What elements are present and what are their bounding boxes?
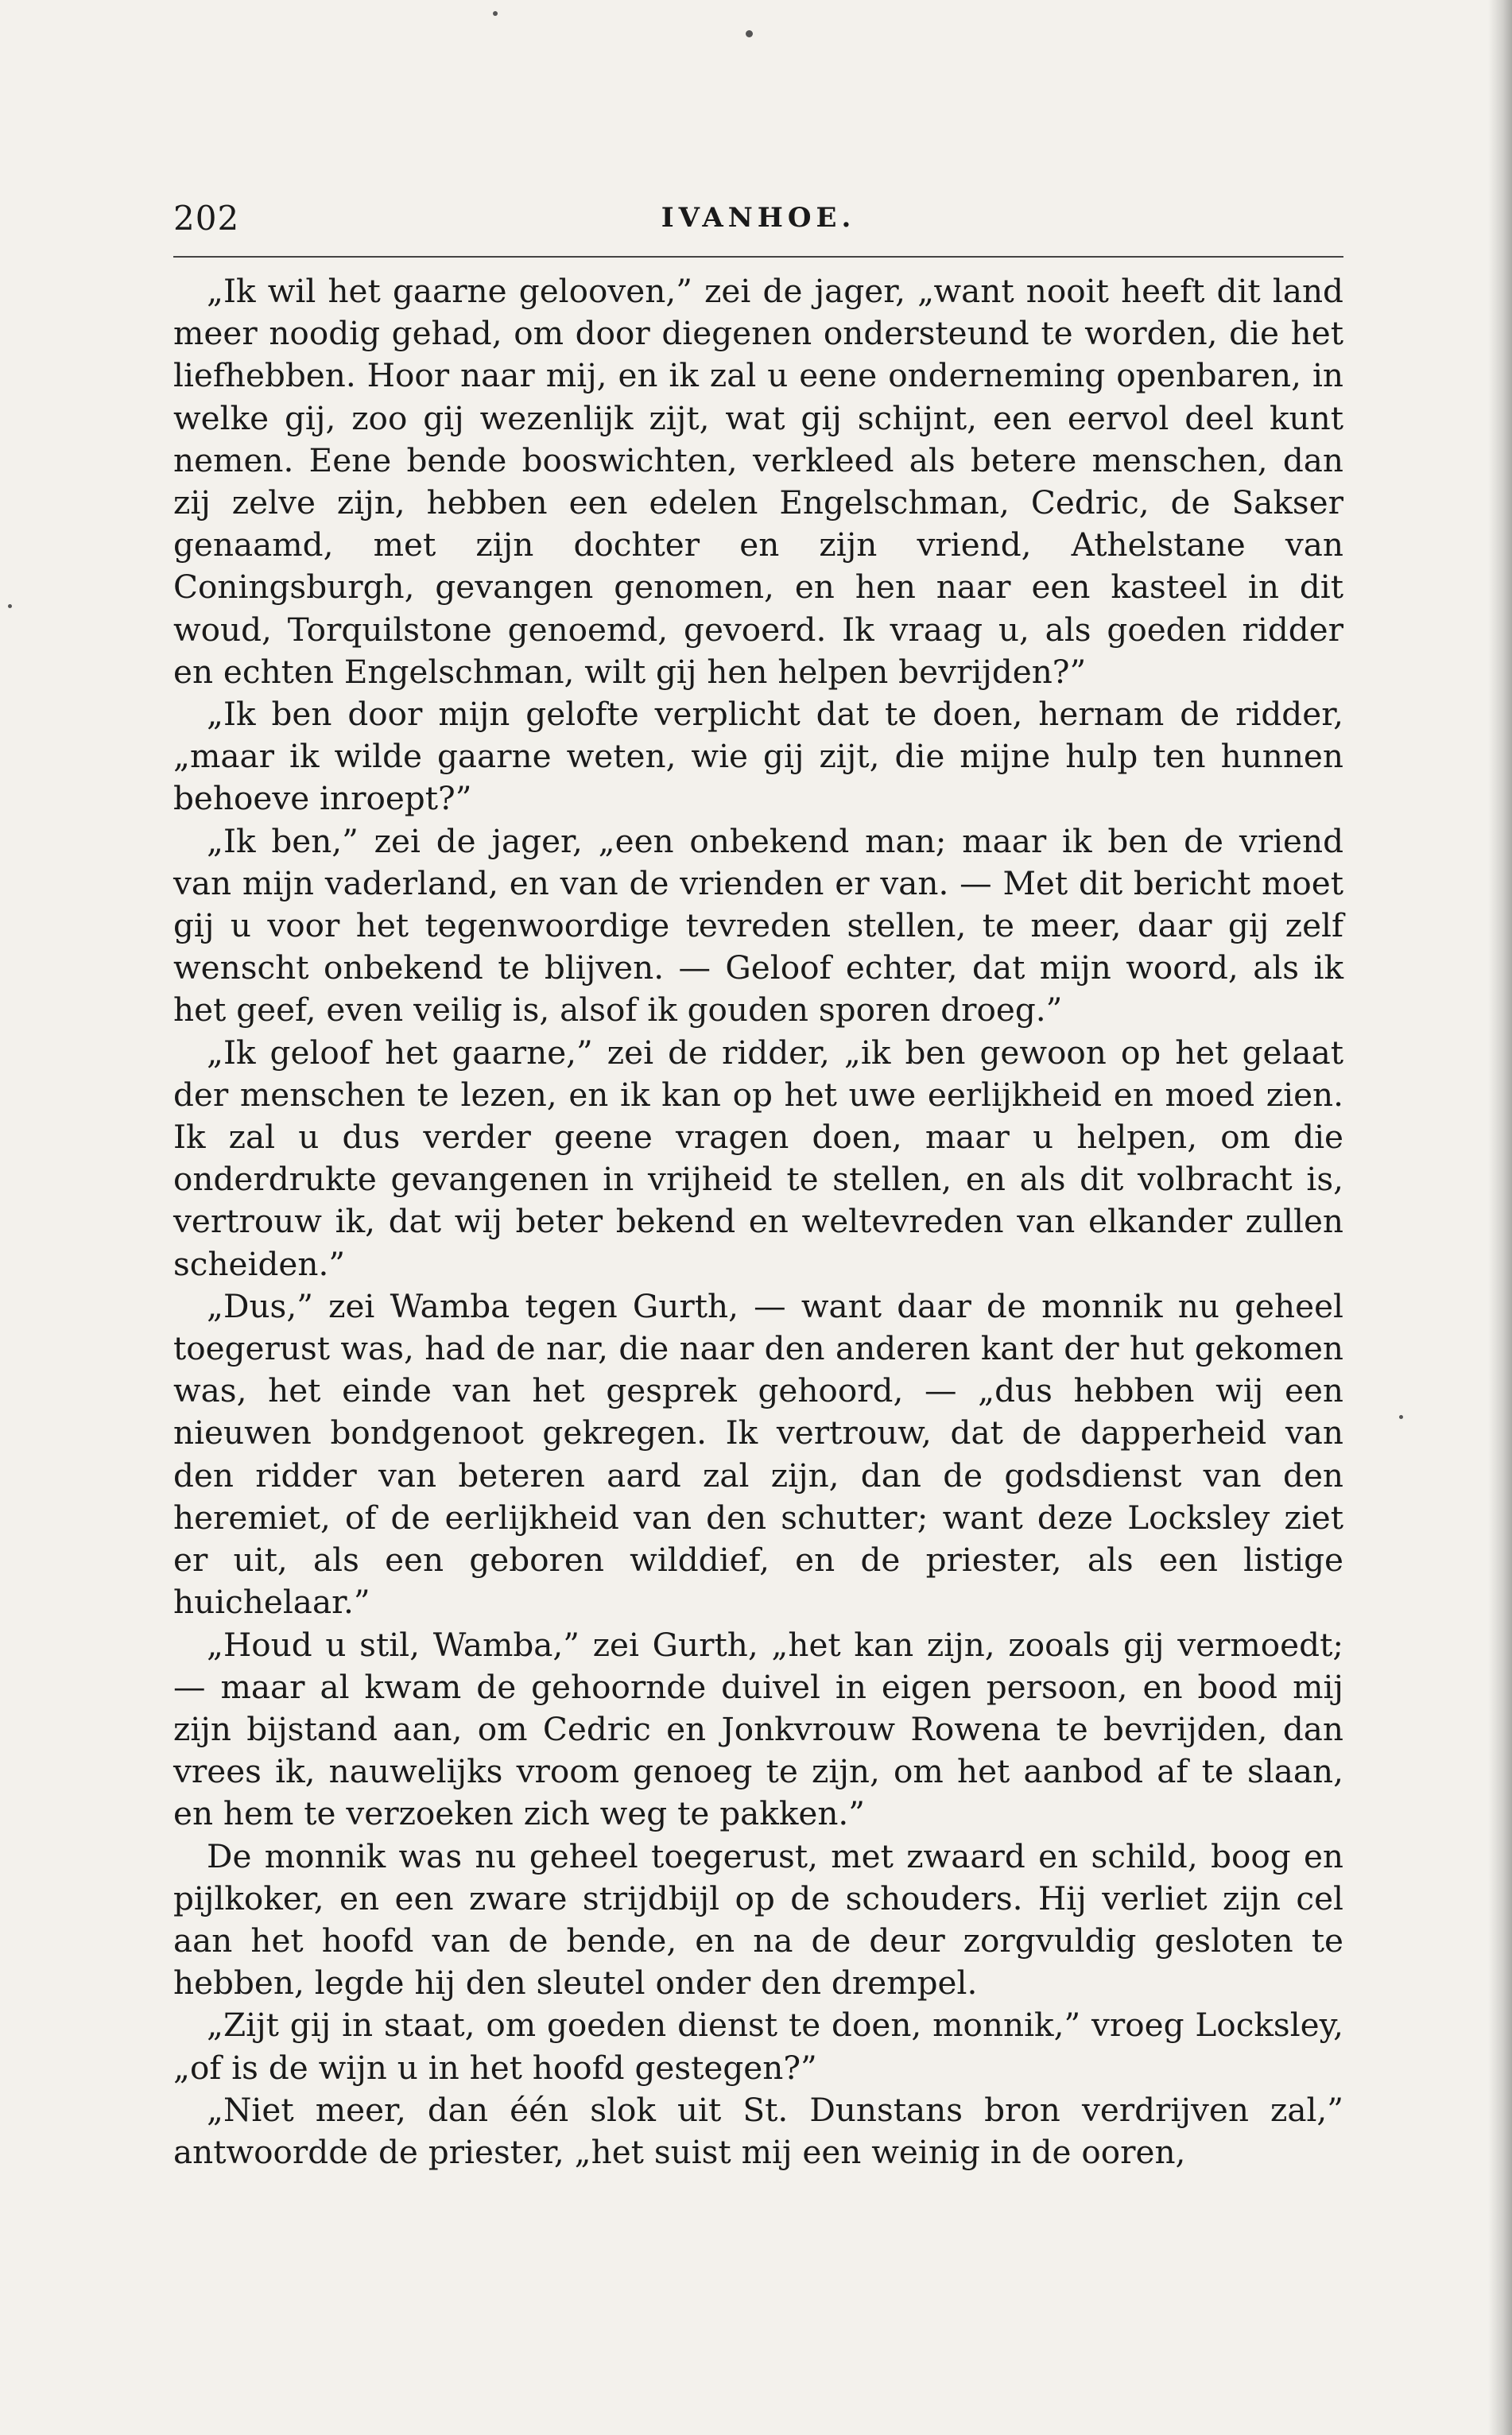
body-text <box>173 270 1343 2173</box>
paragraph: De monnik was nu geheel toegerust, met zwaard en schild, boog en pijlkoker, en een zware strijdbijl op de schouders. Hij verliet zijn cel aan het hoofd van de bende, en na de deur zorgvuldig gesloten te hebben, legde hij den sleutel onder den drempel. <box>173 1836 1343 2003</box>
paragraph: „Ik wil het gaarne gelooven,” zei de jager, „want nooit heeft dit land meer noodig gehad, om door diegenen ondersteund te worden, die het liefhebben. Hoor naar mij, en ik zal u eene onderneming openbaren, in welke gij, zoo gij wezenlijk zijt, wat gij schijnt, een eervol deel kunt nemen. Eene bende booswichten, verkleed als betere menschen, dan zij zelve zijn, hebben een edelen Engelschman, Cedric, de Sakser genaamd, met zijn dochter en zijn vriend, Athelstane van Coningsburgh, gevangen genomen, en hen naar een kasteel in dit woud, Torquilstone genoemd, gevoerd. Ik vraag u, als goeden ridder en echten Engelschman, wilt gij hen helpen bevrijden?” <box>173 272 1343 691</box>
paragraph: „Houd u stil, Wamba,” zei Gurth, „het kan zijn, zooals gij vermoedt; — maar al kwam de gehoornde duivel in eigen persoon, en bood mij zijn bijstand aan, om Cedric en Jonkvrouw Rowena te bevrijden, dan vrees ik, nauwelijks vroom genoeg te zijn, om het aanbod af te slaan, en hem te verzoeken zich weg te pakken.” <box>173 1625 1343 1833</box>
ink-speck <box>8 604 12 608</box>
page-number: 202 <box>173 199 240 238</box>
running-title: IVANHOE. <box>661 202 856 234</box>
ink-speck <box>493 11 498 16</box>
paragraph: „Zijt gij in staat, om goeden dienst te doen, monnik,” vroeg Locksley, „of is de wijn u in het hoofd gestegen?” <box>173 2006 1343 2087</box>
header-rule <box>173 256 1343 258</box>
paragraph: „Ik ben,” zei de jager, „een onbekend man; maar ik ben de vriend van mijn vaderland, en van de vrienden er van. — Met dit bericht moet gij u voor het tegenwoordige tevreden stellen, te meer, daar gij zelf wenscht onbekend te blijven. — Geloof echter, dat mijn woord, als ik het geef, even veilig is, alsof ik gouden sporen droeg.” <box>173 821 1343 1029</box>
paragraph: „Ik geloof het gaarne,” zei de ridder, „ik ben gewoon op het gelaat der menschen te lezen, en ik kan op het uwe eerlijkheid en moed zien. Ik zal u dus verder geene vragen doen, maar u helpen, om die onderdrukte gevangenen in vrijheid te stellen, en als dit volbracht is, vertrouw ik, dat wij beter bekend en weltevreden van elkander zullen scheiden.” <box>173 1033 1343 1283</box>
paragraph: „Ik ben door mijn gelofte verplicht dat te doen, hernam de ridder, „maar ik wilde gaarne weten, wie gij zijt, die mijne hulp ten hunnen behoeve inroept?” <box>173 695 1343 818</box>
page-header <box>173 191 1343 246</box>
paragraph: „Dus,” zei Wamba tegen Gurth, — want daar de monnik nu geheel toegerust was, had de nar, die naar den anderen kant der hut gekomen was, het einde van het gesprek gehoord, — „dus hebben wij een nieuwen bondgenoot gekregen. Ik vertrouw, dat de dapperheid van den ridder van beteren aard zal zijn, dan de godsdienst van den heremiet, of de eerlijkheid van den schutter; want deze Locksley ziet er uit, als een geboren wilddief, en de priester, als een listige huichelaar.” <box>173 1286 1343 1622</box>
ink-speck <box>1399 1415 1403 1419</box>
paragraph: „Niet meer, dan één slok uit St. Dunstans bron verdrijven zal,” antwoordde de priester, „het suist mij een weinig in de ooren, <box>173 2090 1343 2171</box>
page-edge-shadow <box>1488 0 1512 2435</box>
ink-speck <box>746 30 753 37</box>
